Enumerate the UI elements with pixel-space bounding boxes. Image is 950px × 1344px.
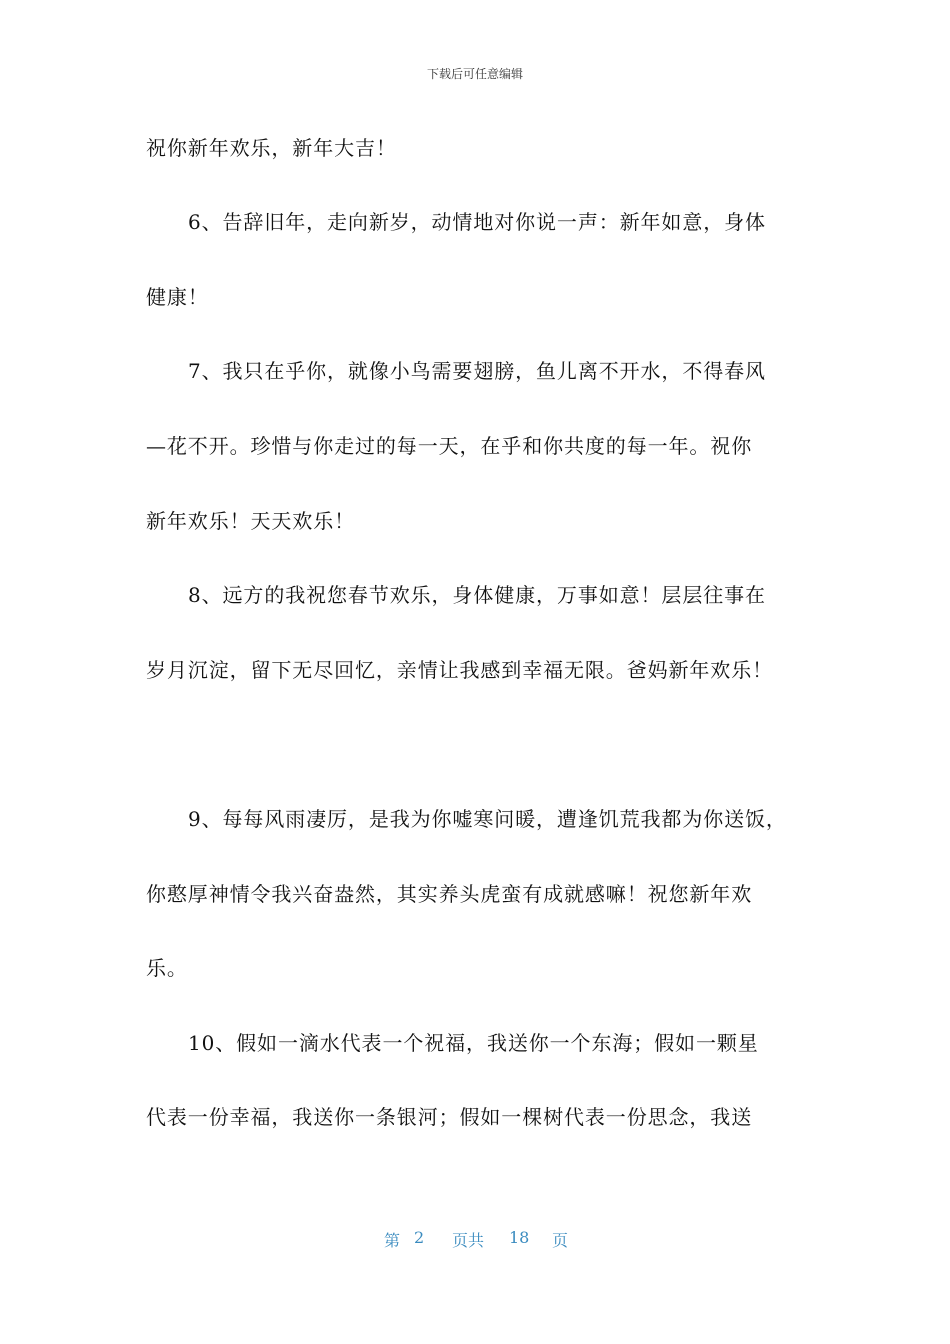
text-line: 10、假如一滴水代表一个祝福，我送你一个东海；假如一颗星 xyxy=(188,1031,759,1055)
text-line: 岁月沉淀，留下无尽回忆，亲情让我感到幸福无限。爸妈新年欢乐！ xyxy=(146,658,773,682)
text-line: 你憨厚神情令我兴奋盎然，其实养头虎蛮有成就感嘛！祝您新年欢 xyxy=(146,882,753,906)
text-line: 代表一份幸福，我送你一条银河；假如一棵树代表一份思念，我送 xyxy=(146,1105,753,1129)
text-line: 乐。 xyxy=(146,956,188,980)
text-line: 8、远方的我祝您春节欢乐，身体健康，万事如意！层层往事在 xyxy=(188,583,766,607)
text-line: 祝你新年欢乐，新年大吉！ xyxy=(146,136,397,160)
text-line: 9、每每风雨凄厉，是我为你嘘寒问暖，遭逢饥荒我都为你送饭， xyxy=(188,807,787,831)
page-header: 下载后可任意编辑 xyxy=(426,67,523,81)
footer-suffix: 页 xyxy=(552,1231,569,1250)
text-line: 7、我只在乎你，就像小鸟需要翅膀，鱼儿离不开水，不得春风 xyxy=(188,359,766,383)
footer-prefix: 第 xyxy=(384,1231,401,1250)
page-footer xyxy=(0,1228,950,1252)
total-pages: 18 xyxy=(509,1228,530,1247)
text-line: 健康！ xyxy=(146,285,209,309)
text-line: —花不开。珍惜与你走过的每一天，在乎和你共度的每一年。祝你 xyxy=(146,434,753,458)
current-page-number: 2 xyxy=(414,1228,425,1247)
footer-middle: 页共 xyxy=(452,1231,485,1250)
text-line: 新年欢乐！天天欢乐！ xyxy=(146,509,355,533)
text-line: 6、告辞旧年，走向新岁，动情地对你说一声：新年如意，身体 xyxy=(188,210,766,234)
